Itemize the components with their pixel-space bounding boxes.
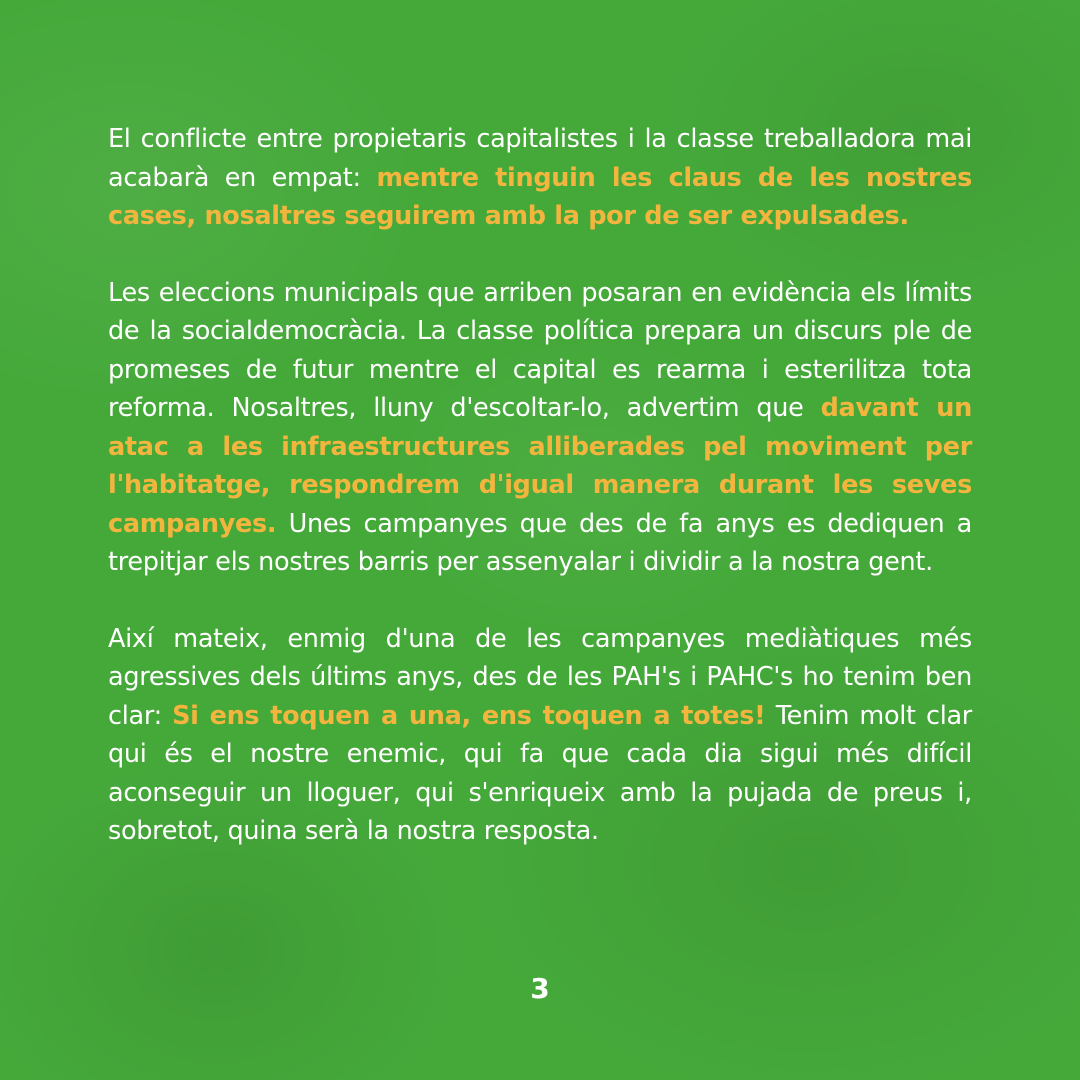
paragraph-text: Unes campanyes que des de fa anys es dediquen a trepitjar els nostres barris per assenyalar i dividir a la nostra gent. xyxy=(108,508,972,577)
paragraph-text: Així mateix, enmig d'una de les campanyes mediàtiques més agressives dels últims anys, des de les PAH's i PAHC's ho tenim ben clar: xyxy=(108,623,972,731)
highlighted-text: mentre tinguin les claus de les nostres cases, nosaltres seguirem amb la por de ser expulsades. xyxy=(108,162,972,231)
paragraph-2 xyxy=(108,274,972,582)
highlighted-text: Si ens toquen a una, ens toquen a totes! xyxy=(172,700,766,731)
highlighted-text: davant un atac a les infraestructures alliberades pel moviment per l'habitatge, respondrem d'igual manera durant les seves campanyes. xyxy=(108,393,972,539)
paragraph-1 xyxy=(108,120,972,236)
page-number: 3 xyxy=(530,972,550,1005)
paragraph-text: Tenim molt clar qui és el nostre enemic, qui fa que cada dia sigui més difícil aconseguir un lloguer, qui s'enriqueix amb la pujada de preus i, sobretot, quina serà la nostra resposta. xyxy=(108,700,972,846)
paragraph-3 xyxy=(108,620,972,851)
paragraph-text: El conflicte entre propietaris capitalistes i la classe treballadora mai acabarà en empat: xyxy=(108,124,972,193)
paragraph-text: Les eleccions municipals que arriben posaran en evidència els límits de la socialdemocràcia. La classe política prepara un discurs ple de promeses de futur mentre el capital es rearma i esterilitza tota reforma. Nosaltres, lluny d'escoltar-lo, advertim que xyxy=(108,277,972,423)
text-body xyxy=(108,120,972,889)
